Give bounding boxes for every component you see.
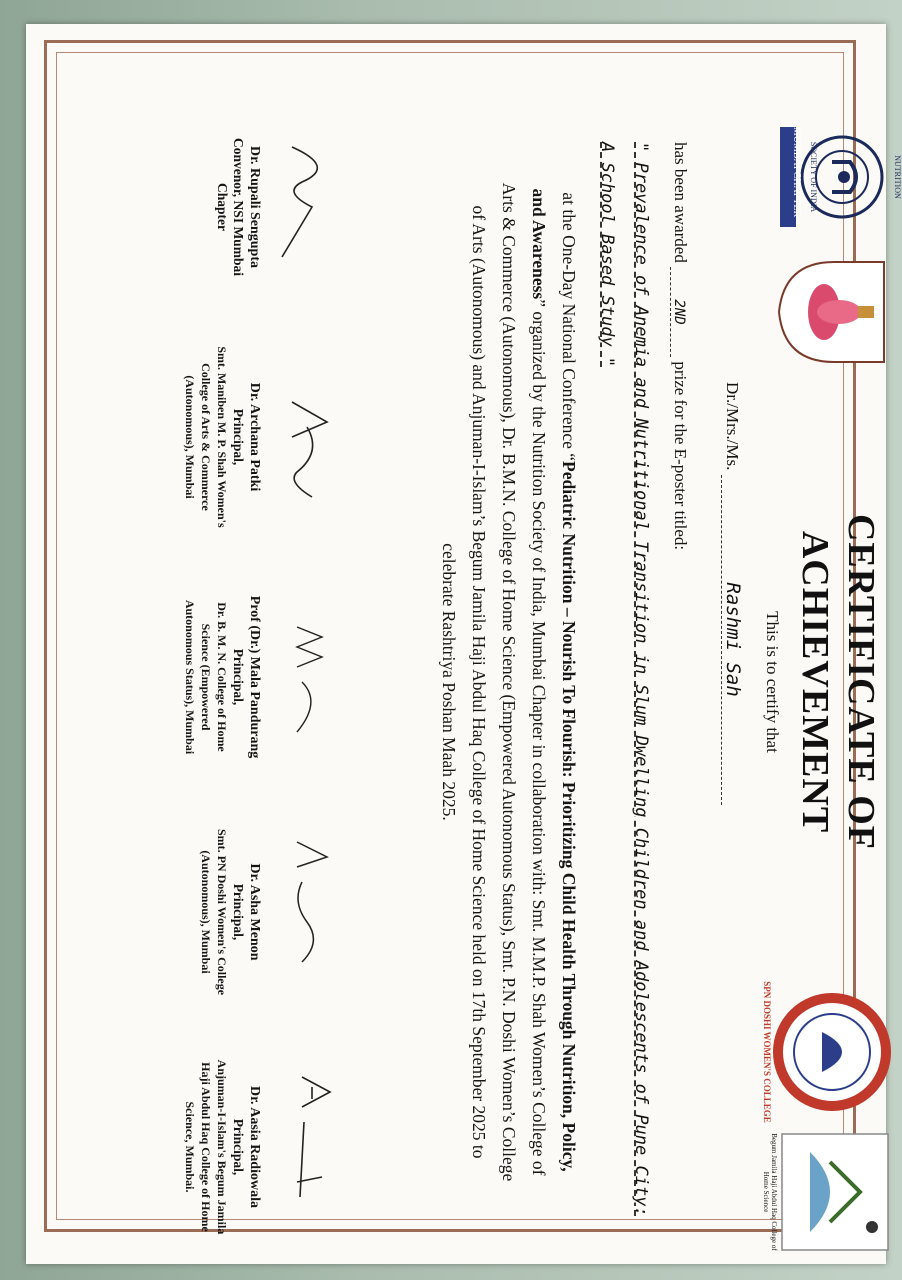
- signatory-org: Smt. PN Doshi Women's College: [215, 828, 229, 996]
- title-line-1: CERTIFICATE OF: [840, 513, 882, 851]
- award-line: [670, 142, 690, 550]
- signatory-name: Dr. Asha Menon: [247, 863, 262, 961]
- signatory-org-2: Science, Mumbai.: [183, 1101, 197, 1193]
- signatory-name: Dr. Rupali Sengupta: [247, 145, 262, 269]
- signature-archana: [272, 382, 342, 522]
- signatory-role: Principal,: [231, 408, 246, 466]
- signatory-role: Convenor, NSI Mumbai: [231, 138, 246, 276]
- conference-name: Pediatric Nutrition – Nourish To Flourish: Prioritizing Child Health Through Nutrition, Policy, and Awareness: [529, 188, 579, 1172]
- spn-doshi-ring-label: SPN DOSHI WOMEN'S COLLEGE: [762, 981, 772, 1123]
- signatory-role: Principal,: [231, 648, 246, 706]
- awarded-prefix: has been awarded: [671, 142, 690, 263]
- nsi-ring-label: SOCIETY OF INDIA: [809, 141, 818, 213]
- signatory-org: Anjuman-I-Islam's Begum Jamila Haji Abdul Haq College of Home: [199, 1059, 229, 1235]
- poster-title: " Prevalence of Anemia and Nutritional Transition in Slum Dwelling Children and Adolescents of Pune City: A School Based Study ": [597, 142, 651, 1217]
- conference-paragraph: [434, 182, 584, 1182]
- signatory-org: Dr. B. M. N. College of Home Science (Empowered: [199, 602, 229, 752]
- awarded-suffix: prize for the E-poster titled:: [671, 361, 690, 551]
- signature-aasia: [272, 1067, 342, 1207]
- signatory-org: Smt. Maniben M. P. Shah Women's College of Arts & Commerce: [199, 346, 229, 528]
- signatory-4: [198, 817, 262, 1007]
- para-text-2: ” organized by the Nutrition Society of India, Mumbai Chapter in collaboration with: Smt. M.M.P. Shah Women’s College of Arts & Commerce (Autonomous), Dr. B.M.N. College of Home Science (Empowered Autonomous Status), Smt. P.N. Doshi Women’s College of Arts (Autonomous) and Anjuman-I-Islam’s Begum Jamila Haji Abdul Haq College of Home Science held on 17th September 2025 to celebrate Rashtriya Poshan Maah 2025.: [439, 182, 549, 1182]
- signatory-3: [182, 582, 262, 772]
- name-prefix: Dr./Mrs./Ms.: [723, 382, 742, 471]
- certificate-content: [132, 92, 902, 1272]
- signatory-name: Dr. Aasia Radiowala: [247, 1085, 262, 1208]
- bmn-college-logo: [774, 252, 894, 372]
- recipient-line: [721, 382, 744, 805]
- signatory-name: Prof (Dr.) Mala Pandurang: [247, 595, 262, 759]
- signatory-name: Dr. Archana Patki: [247, 382, 262, 492]
- signatory-org: Chapter: [215, 183, 230, 231]
- signatory-2: [182, 342, 262, 532]
- signatory-role: Principal,: [231, 1118, 246, 1176]
- spn-doshi-logo: [772, 992, 892, 1112]
- signatory-org-2: Autonomous Status), Mumbai: [183, 599, 197, 755]
- signatory-org-2: (Autonomous), Mumbai: [183, 375, 197, 499]
- anjuman-college-logo: [780, 1132, 890, 1252]
- signature-rupali: [272, 137, 342, 277]
- certificate-title: [792, 422, 884, 942]
- signatory-1: [214, 112, 262, 302]
- nsi-chapter-label: MUMBAI CHAPTER: [791, 126, 802, 218]
- signatory-role: Principal,: [231, 883, 246, 941]
- recipient-name: Rashmi Sah: [721, 475, 744, 805]
- nsi-top-label: NUTRITION: [893, 155, 902, 199]
- signature-mala: [272, 612, 342, 752]
- signatory-org-2: (Autonomous), Mumbai: [199, 850, 213, 974]
- nsi-logo: [772, 122, 892, 232]
- certify-text: This is to certify that: [763, 611, 782, 753]
- signature-asha: [272, 832, 342, 972]
- anjuman-logo-text: Begum Jamila Haji Abdul Haq College of Home Science: [762, 1133, 778, 1251]
- prize-rank: 2ND: [670, 267, 687, 357]
- para-text-1: at the One-Day National Conference “: [559, 192, 579, 462]
- title-line-2: ACHIEVEMENT: [794, 530, 836, 834]
- signatory-5: [182, 1052, 262, 1242]
